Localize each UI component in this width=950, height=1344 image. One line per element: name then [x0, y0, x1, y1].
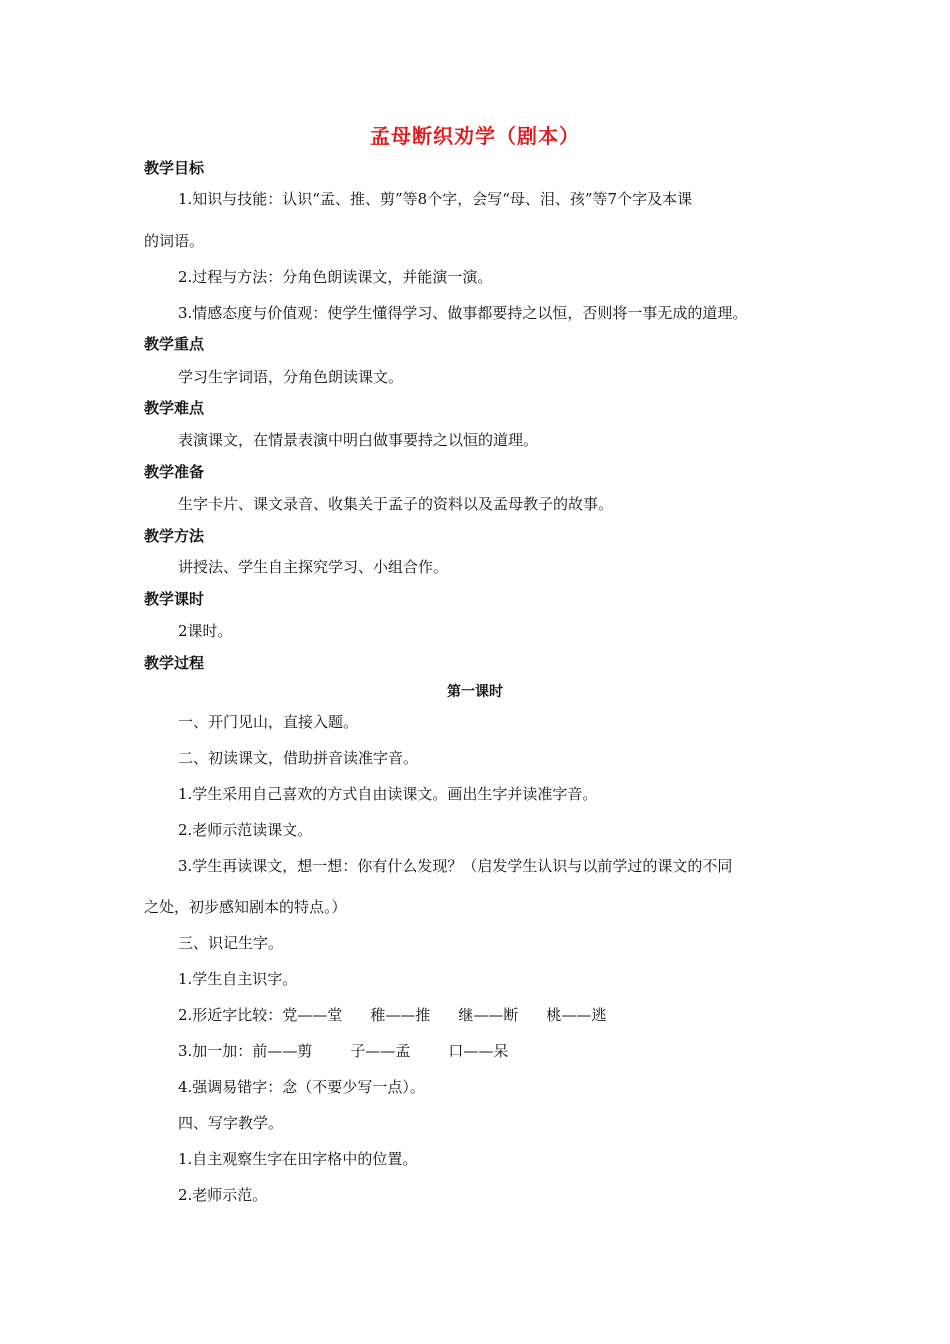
- periods-text: 2课时。: [178, 622, 233, 640]
- heading-key-points: 教学重点: [144, 335, 205, 353]
- preparation-text: 生字卡片、课文录音、收集关于孟子的资料以及孟母教子的故事。: [178, 495, 614, 513]
- step-3-2-label: 2.形近字比较：: [178, 1006, 283, 1024]
- process-step-3-4: 4.强调易错字：念（不要少写一点）。: [178, 1078, 425, 1096]
- process-step-2-2: 2.老师示范读课文。: [178, 821, 313, 839]
- add-char-pair: 前——剪: [252, 1042, 313, 1060]
- key-points-text: 学习生字词语，分角色朗读课文。: [178, 368, 404, 386]
- heading-teaching-goals: 教学目标: [144, 159, 205, 177]
- process-step-4: 四、写字教学。: [178, 1114, 284, 1132]
- heading-preparation: 教学准备: [144, 463, 205, 481]
- process-step-4-2: 2.老师示范。: [178, 1186, 268, 1204]
- methods-text: 讲授法、学生自主探究学习、小组合作。: [178, 558, 449, 576]
- goal-item-1-line-2: 的词语。: [144, 232, 205, 250]
- goal-item-2: 2.过程与方法：分角色朗读课文，并能演一演。: [178, 268, 493, 286]
- goal-item-3: 3.情感态度与价值观：使学生懂得学习、做事都要持之以恒，否则将一事无成的道理。: [178, 304, 748, 322]
- process-step-2-3-line-2: 之处，初步感知剧本的特点。）: [144, 898, 347, 916]
- goal-item-1-line-1: 1.知识与技能：认识“孟、推、剪”等8个字，会写“母、泪、孩”等7个字及本课: [178, 190, 693, 208]
- add-char-pair: 子——孟: [350, 1042, 411, 1060]
- process-step-2-1: 1.学生采用自己喜欢的方式自由读课文。画出生字并读准字音。: [178, 785, 598, 803]
- heading-difficulties: 教学难点: [144, 399, 205, 417]
- process-step-4-1: 1.自主观察生字在田字格中的位置。: [178, 1150, 418, 1168]
- heading-process: 教学过程: [144, 654, 205, 672]
- process-step-3-2: [178, 1004, 606, 1025]
- process-step-3-3: [178, 1040, 508, 1061]
- lesson-1-title: 第一课时: [447, 684, 503, 700]
- process-step-3-1: 1.学生自主识字。: [178, 970, 298, 988]
- similar-char-pair: 稚——推: [370, 1006, 431, 1024]
- heading-methods: 教学方法: [144, 527, 205, 545]
- heading-periods: 教学课时: [144, 590, 205, 608]
- step-3-3-label: 3.加一加：: [178, 1042, 253, 1060]
- process-step-3: 三、识记生字。: [178, 934, 284, 952]
- process-step-1: 一、开门见山，直接入题。: [178, 713, 359, 731]
- similar-char-pair: 桃——逃: [546, 1006, 607, 1024]
- process-step-2-3-line-1: 3.学生再读课文，想一想：你有什么发现？（启发学生认识与以前学过的课文的不同: [178, 857, 733, 875]
- add-char-pair: 口——呆: [448, 1042, 509, 1060]
- difficulties-text: 表演课文，在情景表演中明白做事要持之以恒的道理。: [178, 431, 539, 449]
- process-step-2: 二、初读课文，借助拼音读准字音。: [178, 749, 419, 767]
- similar-char-pair: 继——断: [458, 1006, 519, 1024]
- document-title: 孟母断织劝学（剧本）: [370, 124, 580, 148]
- similar-char-pair: 党——堂: [282, 1006, 343, 1024]
